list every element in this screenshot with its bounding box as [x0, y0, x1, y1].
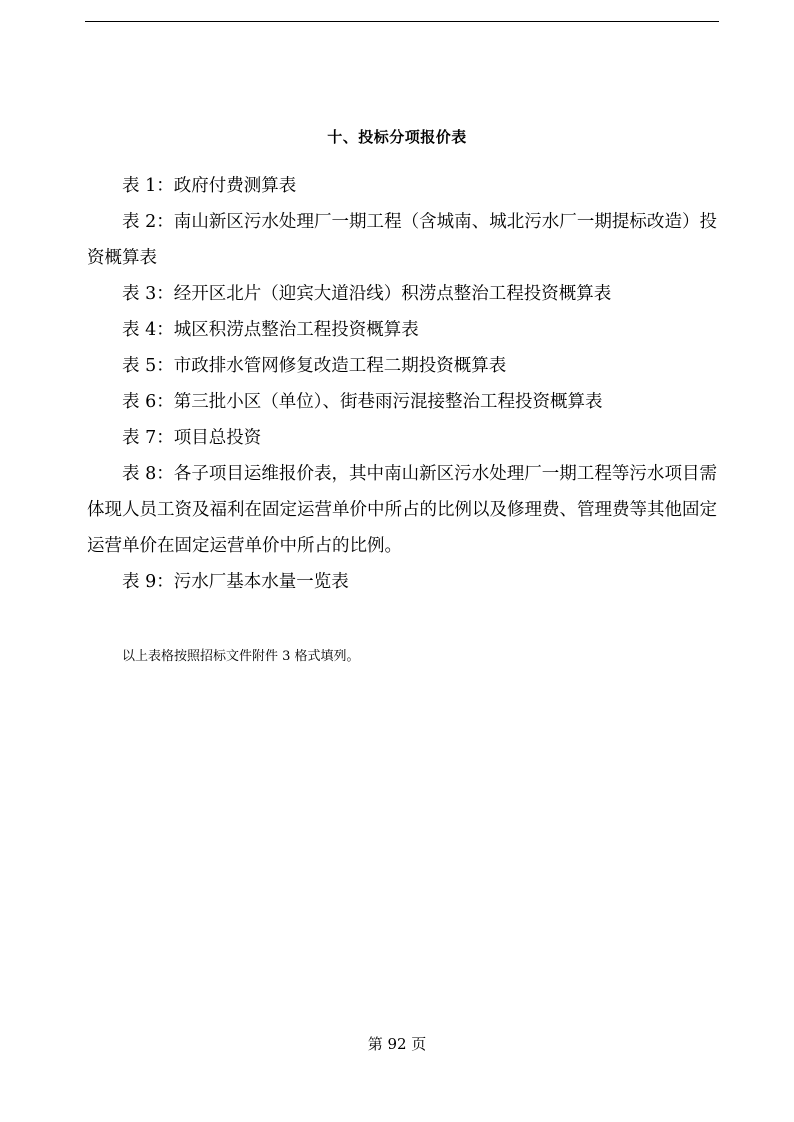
- header-rule: [85, 21, 719, 22]
- list-item-table-7: 表 7：项目总投资: [122, 428, 262, 448]
- list-item-table-5: 表 5：市政排水管网修复改造工程二期投资概算表: [122, 356, 507, 376]
- list-item-table-9: 表 9：污水厂基本水量一览表: [122, 572, 349, 592]
- page-number: 第 92 页: [367, 1035, 427, 1053]
- list-item-table-6: 表 6：第三批小区（单位）、街巷雨污混接整治工程投资概算表: [122, 392, 603, 412]
- list-item-table-8: 表 8：各子项目运维报价表，其中南山新区污水处理厂一期工程等污水项目需体现人员工资及福利在固定运营单价中所占的比例以及修理费、管理费等其他固定运营单价在固定运营单价中所占的比例。: [87, 464, 717, 556]
- table-list: [87, 168, 717, 600]
- list-item-table-3: 表 3：经开区北片（迎宾大道沿线）积涝点整治工程投资概算表: [122, 284, 612, 304]
- list-item-table-4: 表 4：城区积涝点整治工程投资概算表: [122, 320, 419, 340]
- section-title: 十、投标分项报价表: [327, 128, 467, 146]
- footnote: 以上表格按照招标文件附件 3 格式填列。: [122, 649, 360, 664]
- list-item-table-2: 表 2：南山新区污水处理厂一期工程（含城南、城北污水厂一期提标改造）投资概算表: [87, 212, 717, 268]
- list-item-table-1: 表 1：政府付费测算表: [122, 176, 297, 196]
